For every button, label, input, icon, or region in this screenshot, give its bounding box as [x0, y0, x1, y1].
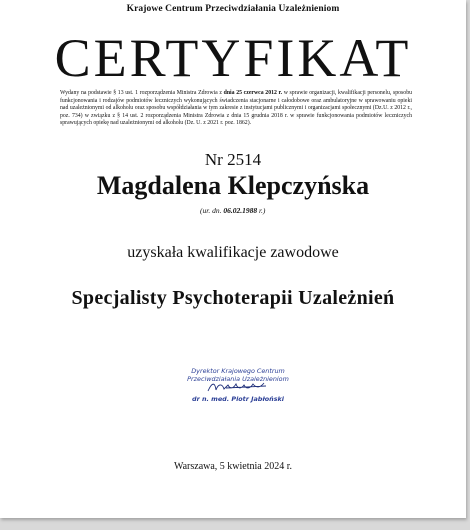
issue-date-place: Warszawa, 5 kwietnia 2024 r.	[173, 461, 293, 472]
qualification-statement: uzyskała kwalifikacje zawodowe	[127, 244, 339, 261]
dob-prefix: (ur. dn.	[200, 206, 224, 215]
stamp-line-2: Przeciwdziałania Uzależnieniom	[187, 375, 289, 383]
legal-text-part2: w sprawie organizacji, kwalifikacji personelu, sposobu funkcjonowania i rodzajów podmiotów leczniczych wykonujących świadczenia stacjonarne i całodobowe oraz ambulatoryjne w sprawowaniu opieki nad uzależnionymi od alkoholu oraz sposobu współdziałania w tym zakresie z instytucjami publicznymi i organizacjami społecznymi (Dz.U. z 2012 r., poz. 734) w związku z § 14 ust. 2 rozporządzenia Ministra Zdrowia z dnia 15 grudnia 2018 r. w sprawie funkcjonowania podmiotów leczniczych sprawujących opiekę nad uzależnionymi od alkoholu (Dz. U. z 2021 r. poz. 1862).	[60, 90, 412, 127]
date-of-birth	[200, 206, 265, 215]
legal-text-part1: Wydany na podstawie § 13 ust. 1 rozporządzenia Ministra Zdrowia z	[60, 90, 224, 96]
handwritten-signature	[206, 380, 270, 394]
signer-name: dr n. med. Piotr Jabłoński	[192, 395, 284, 403]
stamp-line-1: Dyrektor Krajowego Centrum	[191, 367, 285, 375]
holder-name: Magdalena Klepczyńska	[96, 171, 370, 200]
dob-value: 06.02.1988	[223, 206, 258, 215]
legal-basis-paragraph	[60, 90, 412, 128]
director-stamp	[178, 367, 298, 413]
institution-header: Krajowe Centrum Przeciwdziałania Uzależnieniom	[126, 4, 340, 14]
legal-text-date: dnia 25 czerwca 2012 r.	[223, 90, 283, 96]
certificate-title: CERTYFIKAT	[54, 28, 412, 88]
certificate-number: Nr 2514	[204, 150, 262, 169]
dob-suffix: r.)	[257, 206, 266, 215]
signature-row	[178, 383, 298, 395]
profession-title: Specjalisty Psychoterapii Uzależnień	[71, 287, 395, 309]
